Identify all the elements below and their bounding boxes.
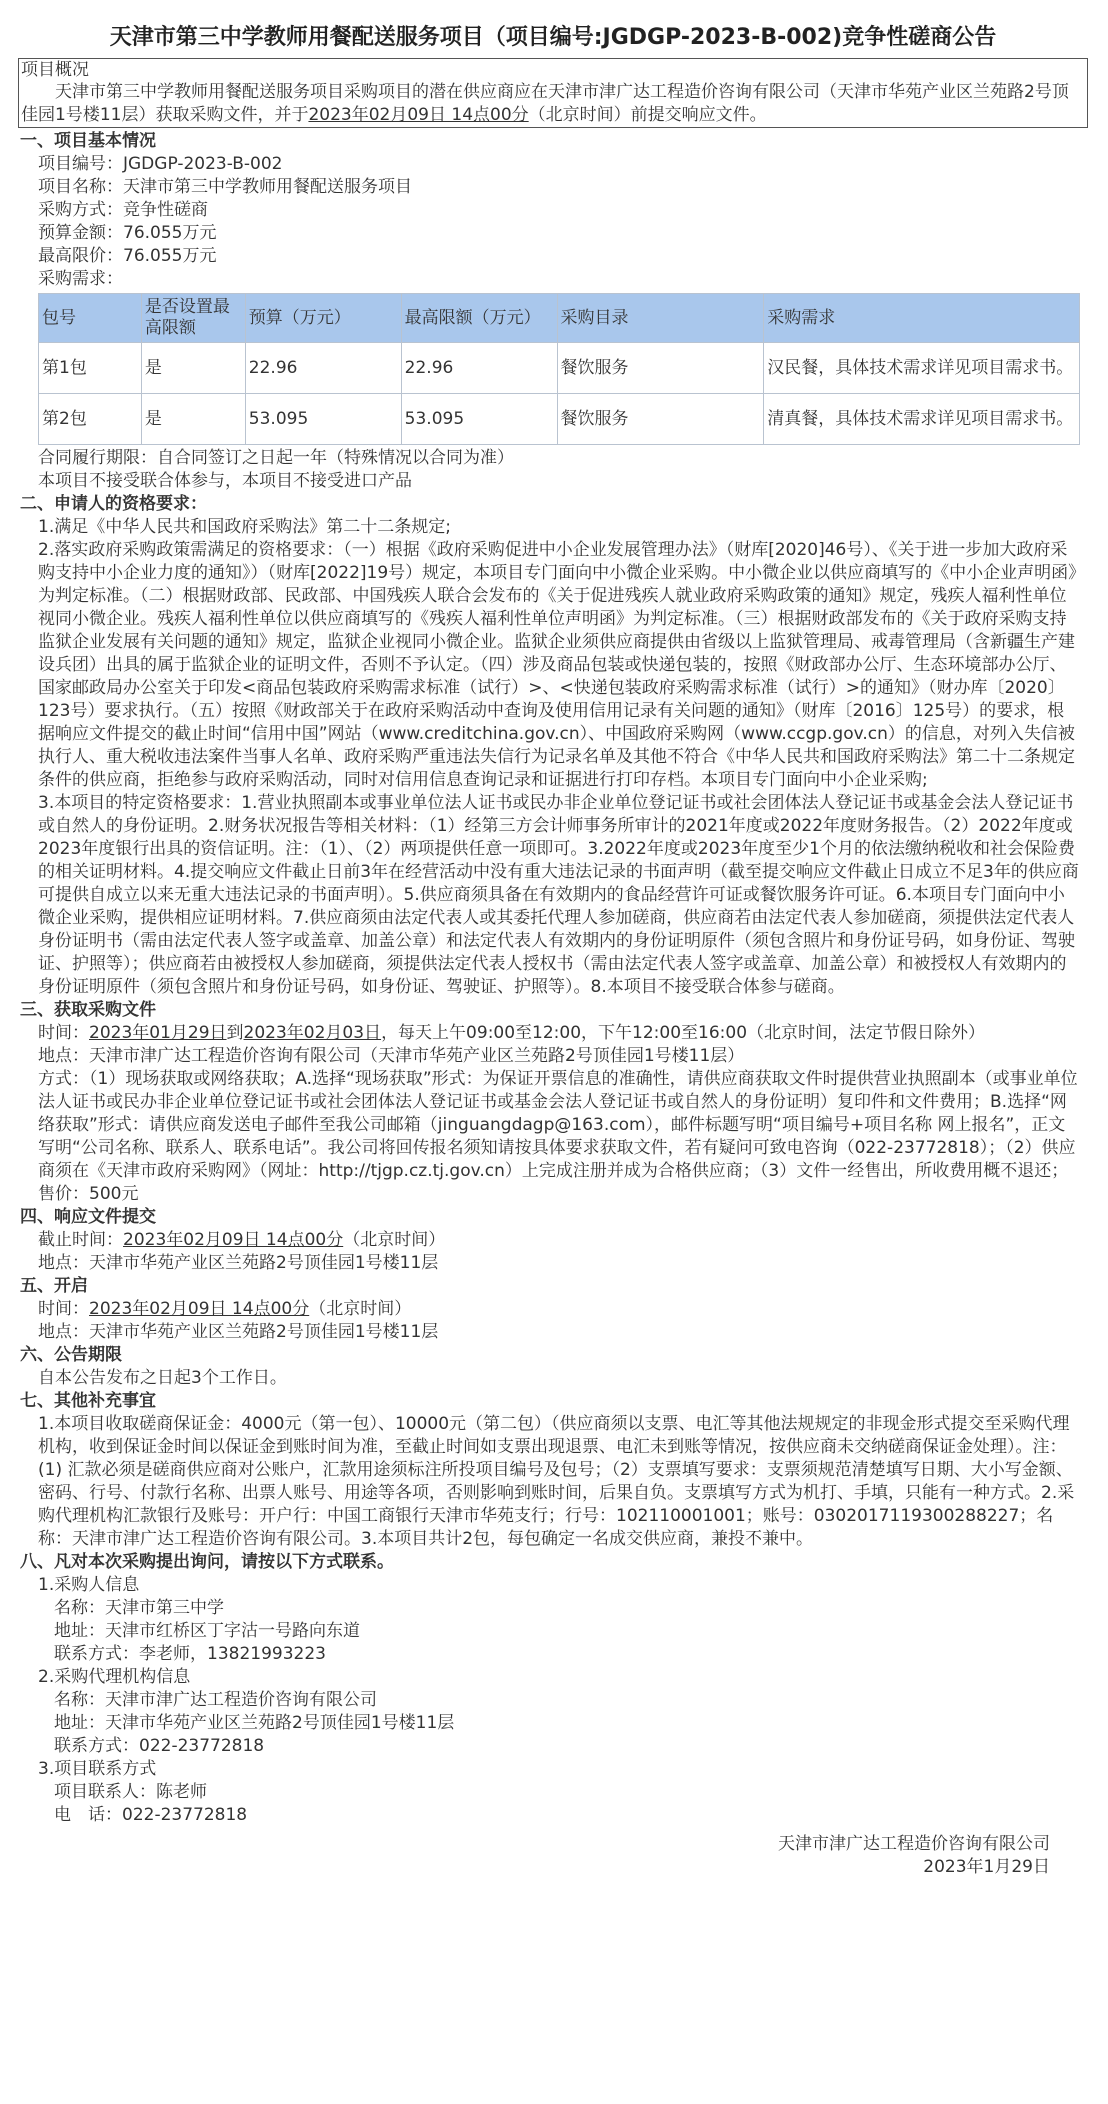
signature-company: 天津市津广达工程造价咨询有限公司 [778,1834,1050,1854]
max-price: 最高限价：76.055万元 [38,246,217,266]
submission-deadline-note: （北京时间） [343,1230,446,1250]
agency-contact: 联系方式：022-23772818 [54,1736,265,1756]
acquisition-time [38,1022,1080,1045]
submission-deadline [38,1229,1080,1252]
table-cell: 餐饮服务 [557,343,764,394]
purchaser-contact: 联系方式：李老师，13821993223 [54,1644,326,1664]
qualification-3: 3.本项目的特定资格要求：1.营业执照副本或事业单位法人证书或民办非企业单位登记证书或社会团体法人登记证书或基金会法人登记证书或自然人的身份证明。2.财务状况报告等相关材料：（1）经第三方会计师事务所审计的2021年度或2022年度财务报告。（2）2022年度或2023年度银行出具的资信证明。注：（1）、（2）两项提供任意一项即可。3.2022年度或2023年度至少1个月的依法缴纳税收和社会保险费的相关证明材料。4.提交响应文件截止日前3年在经营活动中没有重大违法记录的书面声明（截至提交响应文件截止日成立不足3年的供应商可提供自成立以来无重大违法记录的书面声明）。5.供应商须具备在有效期内的食品经营许可证或餐饮服务许可证。6.本项目专门面向中小微企业采购，提供相应证明材料。7.供应商须由法定代表人或其委托代理人参加磋商，供应商若由法定代表人参加磋商，须提供法定代表人身份证明书（需由法定代表人签字或盖章、加盖公章）和法定代表人有效期内的身份证明原件（须包含照片和身份证号码，如身份证、驾驶证、护照等）；供应商若由被授权人参加磋商，须提供法定代表人授权书（需由法定代表人签字或盖章、加盖公章）和被授权人有效期内的身份证明原件（须包含照片和身份证号码，如身份证、驾驶证、护照等）。8.本项目不接受联合体参与磋商。 [38,793,1079,997]
opening-time [38,1298,1080,1321]
qualification-2: 2.落实政府采购政策需满足的资格要求：（一）根据《政府采购促进中小企业发展管理办法》（财库[2020]46号）、《关于进一步加大政府采购支持中小企业力度的通知》）（财库[2022]19号）规定，本项目专门面向中小微企业采购。中小微企业以供应商填写的《中小企业声明函》为判定标准。（二）根据财政部、民政部、中国残疾人联合会发布的《关于促进残疾人就业政府采购政策的通知》规定，残疾人福利性单位视同小微企业。残疾人福利性单位以供应商填写的《残疾人福利性单位声明函》为判定标准。（三）根据财政部发布的《关于政府采购支持监狱企业发展有关问题的通知》规定，监狱企业视同小微企业。监狱企业须供应商提供由省级以上监狱管理局、戒毒管理局（含新疆生产建设兵团）出具的属于监狱企业的证明文件，否则不予认定。（四）涉及商品包装或快递包装的，按照《财政部办公厅、生态环境部办公厅、国家邮政局办公室关于印发<商品包装政府采购需求标准（试行）>、<快递包装政府采购需求标准（试行）>的通知》（财办库〔2020〕123号）要求执行。（五）按照《财政部关于在政府采购活动中查询及使用信用记录有关问题的通知》（财库〔2016〕125号）的要求，根据响应文件提交的截止时间“信用中国”网站（www.creditchina.gov.cn）、中国政府采购网（www.ccgp.gov.cn）的信息，对列入失信被执行人、重大税收违法案件当事人名单、政府采购严重违法失信行为记录名单及其他不符合《中华人民共和国政府采购法》第二十二条规定条件的供应商，拒绝参与政府采购活动，同时对信用信息查询记录和证据进行打印存档。本项目专门面向中小企业采购; [38,540,1077,790]
project-contact-person: 项目联系人：陈老师 [54,1782,207,1802]
table-header-cell: 预算（万元） [245,294,401,343]
table-cell: 53.095 [245,394,401,445]
section-6-heading: 六、公告期限 [20,1345,122,1365]
acquisition-hours: ，每天上午09:00至12:00，下午12:00至16:00（北京时间，法定节假日除外） [381,1023,986,1043]
table-cell: 汉民餐，具体技术需求详见项目需求书。 [764,343,1080,394]
contract-period: 合同履行期限：自合同签订之日起一年（特殊情况以合同为准） [38,448,514,468]
overview-heading: 项目概况 [21,60,89,80]
table-cell: 餐饮服务 [557,394,764,445]
acquisition-time-label: 时间： [38,1023,89,1043]
table-header-cell: 采购目录 [557,294,764,343]
overview-text [19,81,1087,127]
project-name: 项目名称：天津市第三中学教师用餐配送服务项目 [38,177,412,197]
acquisition-to: 到 [226,1023,244,1043]
table-header-cell: 包号 [39,294,142,343]
package-table [38,293,1080,445]
section-1-heading: 一、项目基本情况 [20,131,156,151]
acquisition-method: 方式：（1）现场获取或网络获取；A.选择“现场获取”形式：为保证开票信息的准确性，请供应商获取文件时提供营业执照副本（或事业单位法人证书或民办非企业单位登记证书或社会团体法人登记证书或基金会法人登记证书或自然人的身份证明）复印件和文件费用；B.选择“网络获取”形式：请供应商发送电子邮件至我公司邮箱（jinguangdagp@163.com），邮件标题写明“项目编号+项目名称 网上报名”，正文写明“公司名称、联系人、联系电话”。我公司将回传报名须知请按具体要求获取文件，若有疑问可致电咨询（022-23772818）；（2）供应商须在《天津市政府采购网》（网址：http://tjgp.cz.tj.gov.cn）上完成注册并成为合格供应商；（3）文件一经售出，所收费用概不退还； [38,1069,1078,1181]
qualification-1: 1.满足《中华人民共和国政府采购法》第二十二条规定; [38,517,451,537]
acquisition-end-date: 2023年02月03日 [243,1023,382,1043]
submission-deadline-label: 截止时间： [38,1230,123,1250]
table-cell: 是 [141,343,245,394]
acquisition-place: 地点：天津市津广达工程造价咨询有限公司（天津市华苑产业区兰苑路2号顶佳园1号楼11层） [38,1046,745,1066]
project-contact-phone: 电 话：022-23772818 [54,1805,248,1825]
table-cell: 22.96 [245,343,401,394]
overview-text-1: 天津市第三中学教师用餐配送服务项目采购项目的潜在供应商应在天津市津广达工程造价咨询有限公司（天津市华苑产业区兰苑路2号顶佳园1号楼11层）获取采购文件，并于 [21,82,1069,125]
overview-deadline: 2023年02月09日 14点00分 [308,105,529,125]
procurement-needs-label: 采购需求： [38,269,123,289]
opening-time-label: 时间： [38,1299,89,1319]
section-3-heading: 三、获取采购文件 [20,1000,156,1020]
supplementary-matters: 1.本项目收取磋商保证金：4000元（第一包）、10000元（第二包）（供应商须以支票、电汇等其他法规规定的非现金形式提交至采购代理机构，收到保证金时间以保证金到账时间为准，至截止时间如支票出现退票、电汇未到账等情况，按供应商未交纳磋商保证金处理）。注：(1) 汇款必须是磋商供应商对公账户，汇款用途须标注所投项目编号及包号；（2）支票填写要求：支票须规范清楚填写日期、大小写金额、密码、行号、付款行名称、出票人账号、用途等各项，否则影响到账时间，后果自负。支票填写方式为机打、手填，只能有一种方式。2.采购代理机构汇款银行及账号：开户行：中国工商银行天津市华苑支行；行号：102110001001；账号：0302017119300288227；名称：天津市津广达工程造价咨询有限公司。3.本项目共计2包，每包确定一名成交供应商，兼投不兼中。 [38,1414,1075,1549]
submission-deadline-value: 2023年02月09日 14点00分 [123,1230,344,1250]
table-cell: 22.96 [401,343,557,394]
opening-time-value: 2023年02月09日 14点00分 [89,1299,310,1319]
table-cell: 是 [141,394,245,445]
purchaser-info-title: 1.采购人信息 [38,1575,140,1595]
project-number: 项目编号：JGDGP-2023-B-002 [38,154,283,174]
agency-info-title: 2.采购代理机构信息 [38,1667,191,1687]
table-cell: 第2包 [39,394,142,445]
section-4-heading: 四、响应文件提交 [20,1207,156,1227]
opening-time-note: （北京时间） [309,1299,412,1319]
overview-text-2: （北京时间）前提交响应文件。 [528,105,767,125]
project-contact-title: 3.项目联系方式 [38,1759,157,1779]
agency-name: 名称：天津市津广达工程造价咨询有限公司 [54,1690,377,1710]
page-title: 天津市第三中学教师用餐配送服务项目（项目编号:JGDGP-2023-B-002)竞争性磋商公告 [109,25,997,50]
section-5-heading: 五、开启 [20,1276,88,1296]
submission-place: 地点：天津市华苑产业区兰苑路2号顶佳园1号楼11层 [38,1253,439,1273]
table-header-cell: 采购需求 [764,294,1080,343]
announcement-period: 自本公告发布之日起3个工作日。 [38,1368,287,1388]
consortium-note: 本项目不接受联合体参与，本项目不接受进口产品 [38,471,412,491]
opening-place: 地点：天津市华苑产业区兰苑路2号顶佳园1号楼11层 [38,1322,439,1342]
table-header-cell: 是否设置最高限额 [141,294,245,343]
overview-box [18,58,1088,128]
agency-address: 地址：天津市华苑产业区兰苑路2号顶佳园1号楼11层 [54,1713,455,1733]
table-header-row [39,294,1080,343]
purchaser-name: 名称：天津市第三中学 [54,1598,224,1618]
purchaser-address: 地址：天津市红桥区丁字沽一号路向东道 [54,1621,360,1641]
announcement-page [18,0,1088,1879]
table-cell: 53.095 [401,394,557,445]
signature-date: 2023年1月29日 [923,1857,1050,1877]
procurement-method: 采购方式：竞争性磋商 [38,200,208,220]
table-row [39,394,1080,445]
table-row [39,343,1080,394]
table-cell: 第1包 [39,343,142,394]
table-header-cell: 最高限额（万元） [401,294,557,343]
document-price: 售价：500元 [38,1184,139,1204]
section-8-heading: 八、凡对本次采购提出询问，请按以下方式联系。 [20,1552,394,1572]
budget-amount: 预算金额：76.055万元 [38,223,217,243]
table-cell: 清真餐，具体技术需求详见项目需求书。 [764,394,1080,445]
section-2-heading: 二、申请人的资格要求： [20,494,207,514]
acquisition-start-date: 2023年01月29日 [89,1023,227,1043]
section-7-heading: 七、其他补充事宜 [20,1391,156,1411]
